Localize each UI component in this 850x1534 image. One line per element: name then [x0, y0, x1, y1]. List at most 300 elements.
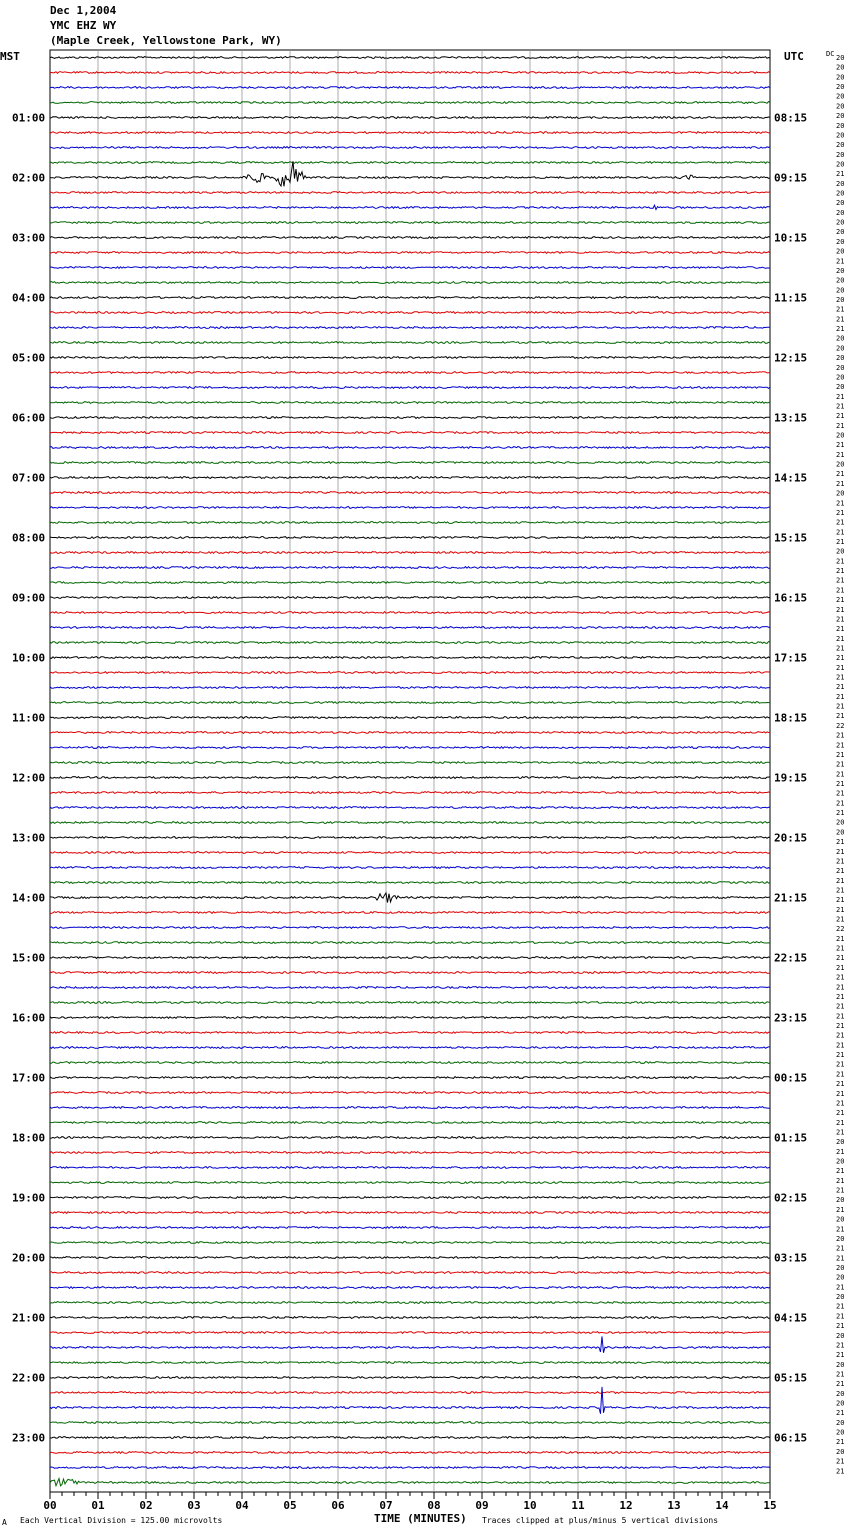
dc-value: 21 [836, 402, 845, 411]
trace-line [50, 387, 770, 389]
trace-line [50, 987, 770, 989]
dc-value: 20 [836, 363, 845, 372]
dc-value: 21 [836, 1060, 845, 1069]
dc-value: 21 [836, 692, 845, 701]
trace-line [50, 582, 770, 584]
dc-value: 20 [836, 547, 845, 556]
trace-line [50, 1467, 770, 1469]
x-tick-label: 02 [139, 1499, 153, 1512]
dc-value: 21 [836, 683, 845, 692]
mst-hour-label: 21:00 [12, 1311, 46, 1325]
dc-value: 20 [836, 189, 845, 198]
dc-value: 20 [836, 150, 845, 159]
dc-value: 21 [836, 1409, 845, 1418]
mst-hour-label: 23:00 [12, 1431, 46, 1445]
x-tick-label: 01 [91, 1499, 105, 1512]
trace-line [50, 357, 770, 359]
trace-line [50, 1152, 770, 1154]
trace-line [50, 222, 770, 224]
trace-line [50, 657, 770, 659]
trace-line [50, 1017, 770, 1019]
dc-value: 21 [836, 702, 845, 711]
trace-line [50, 537, 770, 539]
dc-value: 21 [836, 954, 845, 963]
dc-value: 21 [836, 663, 845, 672]
dc-value: 20 [836, 228, 845, 237]
trace-line [50, 1336, 770, 1352]
dc-value: 20 [836, 818, 845, 827]
trace-line [50, 1197, 770, 1199]
dc-value: 20 [836, 1138, 845, 1147]
mst-hour-label: 08:00 [12, 531, 46, 545]
utc-hour-label: 21:15 [774, 891, 808, 905]
trace-line [50, 327, 770, 329]
trace-line [50, 672, 770, 674]
dc-value: 21 [836, 508, 845, 517]
utc-hour-label: 20:15 [774, 831, 808, 845]
dc-value: 21 [836, 1312, 845, 1321]
dc-value: 20 [836, 286, 845, 295]
mst-hour-label: 15:00 [12, 951, 46, 965]
trace-line [50, 1257, 770, 1259]
dc-value: 20 [836, 199, 845, 208]
dc-value: 20 [836, 1273, 845, 1282]
trace-line [50, 732, 770, 734]
trace-line [50, 882, 770, 884]
mst-hour-label: 10:00 [12, 651, 46, 665]
dc-value: 21 [836, 1051, 845, 1060]
dc-value: 21 [836, 605, 845, 614]
trace-line [50, 57, 770, 59]
trace-line [50, 462, 770, 464]
dc-value: 20 [836, 1418, 845, 1427]
trace-line [50, 147, 770, 149]
trace-line [50, 762, 770, 764]
x-tick-label: 13 [667, 1499, 681, 1512]
trace-line [50, 642, 770, 644]
dc-value: 21 [836, 392, 845, 401]
trace-line [50, 282, 770, 284]
dc-value: 21 [836, 799, 845, 808]
x-tick-label: 03 [187, 1499, 201, 1512]
dc-value: 21 [836, 644, 845, 653]
trace-line [50, 267, 770, 269]
dc-value: 21 [836, 1031, 845, 1040]
trace-line [50, 1437, 770, 1439]
dc-value: 21 [836, 1254, 845, 1263]
dc-value: 21 [836, 305, 845, 314]
x-axis-title: TIME (MINUTES) [374, 1512, 467, 1525]
trace-line [50, 1452, 770, 1454]
dc-value: 20 [836, 1399, 845, 1408]
dc-value: 21 [836, 625, 845, 634]
dc-value: 21 [836, 1467, 845, 1476]
dc-value: 21 [836, 934, 845, 943]
utc-hour-label: 18:15 [774, 711, 808, 725]
trace-line [50, 1422, 770, 1424]
trace-line [50, 102, 770, 104]
dc-value: 21 [836, 1167, 845, 1176]
trace-line [50, 1377, 770, 1379]
trace-line [50, 432, 770, 434]
dc-value: 21 [836, 1002, 845, 1011]
dc-value: 21 [836, 741, 845, 750]
trace-line [50, 597, 770, 599]
trace-line [50, 1302, 770, 1304]
x-tick-label: 07 [379, 1499, 393, 1512]
utc-hour-label: 17:15 [774, 651, 808, 665]
dc-value: 21 [836, 760, 845, 769]
trace-line [50, 1479, 770, 1486]
dc-value: 20 [836, 73, 845, 82]
dc-value: 22 [836, 925, 845, 934]
dc-value: 21 [836, 450, 845, 459]
trace-line [50, 567, 770, 569]
trace-line [50, 777, 770, 779]
dc-value: 20 [836, 489, 845, 498]
utc-hour-label: 03:15 [774, 1251, 808, 1265]
dc-value: 20 [836, 1331, 845, 1340]
dc-value: 21 [836, 915, 845, 924]
dc-value: 21 [836, 528, 845, 537]
mst-hour-label: 07:00 [12, 471, 46, 485]
utc-hour-label: 00:15 [774, 1071, 808, 1085]
trace-line [50, 417, 770, 419]
dc-value: 21 [836, 654, 845, 663]
trace-line [50, 237, 770, 239]
dc-value: 21 [836, 518, 845, 527]
dc-value: 21 [836, 973, 845, 982]
dc-value: 21 [836, 1080, 845, 1089]
dc-value: 20 [836, 431, 845, 440]
utc-hour-label: 08:15 [774, 111, 808, 125]
trace-line [50, 372, 770, 374]
dc-value: 21 [836, 673, 845, 682]
dc-value: 20 [836, 1447, 845, 1456]
plot-location: (Maple Creek, Yellowstone Park, WY) [50, 34, 282, 47]
utc-hour-label: 05:15 [774, 1371, 808, 1385]
trace-line [50, 117, 770, 119]
dc-value: 20 [836, 1234, 845, 1243]
dc-value: 21 [836, 479, 845, 488]
dc-value: 22 [836, 721, 845, 730]
trace-line [50, 252, 770, 254]
dc-value: 20 [836, 334, 845, 343]
utc-hour-label: 09:15 [774, 171, 808, 185]
dc-value: 20 [836, 1360, 845, 1369]
dc-value: 21 [836, 983, 845, 992]
dc-value: 20 [836, 354, 845, 363]
dc-value: 21 [836, 1012, 845, 1021]
utc-hour-label: 01:15 [774, 1131, 808, 1145]
dc-value: 21 [836, 905, 845, 914]
dc-value: 21 [836, 1341, 845, 1350]
dc-value: 20 [836, 344, 845, 353]
x-tick-label: 10 [523, 1499, 537, 1512]
mst-hour-label: 05:00 [12, 351, 46, 365]
dc-value: 21 [836, 315, 845, 324]
dc-value: 21 [836, 1109, 845, 1118]
x-tick-label: 09 [475, 1499, 489, 1512]
trace-line [50, 1092, 770, 1094]
dc-value: 21 [836, 557, 845, 566]
dc-value: 21 [836, 963, 845, 972]
utc-hour-label: 19:15 [774, 771, 808, 785]
dc-value: 21 [836, 1118, 845, 1127]
dc-value: 20 [836, 828, 845, 837]
dc-value: 21 [836, 1457, 845, 1466]
utc-hour-label: 10:15 [774, 231, 808, 245]
trace-line [50, 1242, 770, 1244]
dc-value: 21 [836, 1283, 845, 1292]
dc-value: 21 [836, 325, 845, 334]
utc-hour-label: 13:15 [774, 411, 808, 425]
right-timezone-label: UTC [784, 50, 804, 63]
trace-line [50, 402, 770, 404]
mst-hour-label: 06:00 [12, 411, 46, 425]
x-tick-label: 08 [427, 1499, 441, 1512]
trace-line [50, 852, 770, 854]
dc-value: 20 [836, 131, 845, 140]
trace-line [50, 161, 770, 186]
dc-value: 20 [836, 247, 845, 256]
trace-line [50, 552, 770, 554]
trace-line [50, 1002, 770, 1004]
trace-line [50, 867, 770, 869]
dc-value: 21 [836, 992, 845, 1001]
trace-line [50, 1227, 770, 1229]
trace-line [50, 1032, 770, 1034]
dc-value: 20 [836, 1215, 845, 1224]
x-tick-label: 12 [619, 1499, 633, 1512]
dc-value: 21 [836, 896, 845, 905]
dc-value: 21 [836, 596, 845, 605]
trace-line [50, 927, 770, 929]
dc-value: 21 [836, 499, 845, 508]
dc-value: 20 [836, 83, 845, 92]
mst-hour-label: 11:00 [12, 711, 46, 725]
dc-value: 21 [836, 847, 845, 856]
dc-value: 21 [836, 944, 845, 953]
utc-hour-label: 02:15 [774, 1191, 808, 1205]
dc-value: 21 [836, 470, 845, 479]
dc-header: DC [826, 50, 835, 58]
trace-line [50, 1182, 770, 1184]
dc-value: 21 [836, 634, 845, 643]
dc-value: 21 [836, 838, 845, 847]
dc-value: 20 [836, 1293, 845, 1302]
trace-line [50, 1362, 770, 1364]
trace-line [50, 205, 770, 209]
utc-hour-label: 12:15 [774, 351, 808, 365]
dc-value: 21 [836, 876, 845, 885]
dc-value: 21 [836, 750, 845, 759]
dc-value: 21 [836, 1244, 845, 1253]
dc-value: 20 [836, 237, 845, 246]
dc-value: 21 [836, 1302, 845, 1311]
dc-value: 20 [836, 141, 845, 150]
trace-line [50, 522, 770, 524]
trace-line [50, 1392, 770, 1394]
trace-line [50, 807, 770, 809]
dc-value: 21 [836, 1351, 845, 1360]
mst-hour-label: 13:00 [12, 831, 46, 845]
dc-value: 20 [836, 208, 845, 217]
scale-note: Each Vertical Division = 125.00 microvolts [20, 1516, 223, 1525]
dc-value: 21 [836, 1438, 845, 1447]
mst-hour-label: 01:00 [12, 111, 46, 125]
trace-line [50, 942, 770, 944]
dc-value: 21 [836, 1089, 845, 1098]
mst-hour-label: 18:00 [12, 1131, 46, 1145]
dc-value: 20 [836, 1428, 845, 1437]
dc-value: 21 [836, 615, 845, 624]
trace-line [50, 893, 770, 903]
trace-line [50, 1062, 770, 1064]
trace-line [50, 87, 770, 89]
trace-line [50, 192, 770, 194]
dc-value: 20 [836, 296, 845, 304]
mst-hour-label: 16:00 [12, 1011, 46, 1025]
trace-line [50, 717, 770, 719]
trace-line [50, 837, 770, 839]
dc-value: 20 [836, 266, 845, 275]
mst-hour-label: 12:00 [12, 771, 46, 785]
dc-value: 20 [836, 1264, 845, 1272]
dc-value: 21 [836, 857, 845, 866]
dc-value: 21 [836, 1022, 845, 1030]
trace-line [50, 1387, 770, 1414]
trace-line [50, 1212, 770, 1214]
trace-line [50, 72, 770, 74]
dc-value: 20 [836, 460, 845, 469]
mst-hour-label: 03:00 [12, 231, 46, 245]
x-tick-label: 04 [235, 1499, 249, 1512]
x-tick-label: 00 [43, 1499, 57, 1512]
dc-value: 21 [836, 1099, 845, 1108]
dc-value: 20 [836, 373, 845, 382]
trace-line [50, 297, 770, 299]
dc-value: 21 [836, 586, 845, 595]
utc-hour-label: 22:15 [774, 951, 808, 965]
dc-value: 21 [836, 257, 845, 266]
dc-value: 20 [836, 63, 845, 72]
trace-line [50, 1167, 770, 1169]
dc-value: 20 [836, 1389, 845, 1398]
trace-line [50, 507, 770, 509]
mst-hour-label: 20:00 [12, 1251, 46, 1265]
dc-value: 21 [836, 412, 845, 421]
dc-value: 20 [836, 179, 845, 188]
trace-line [50, 1047, 770, 1049]
utc-hour-label: 15:15 [774, 531, 808, 545]
utc-hour-label: 23:15 [774, 1011, 808, 1025]
dc-value: 21 [836, 538, 845, 546]
mst-hour-label: 17:00 [12, 1071, 46, 1085]
trace-line [50, 312, 770, 314]
mst-hour-label: 22:00 [12, 1371, 46, 1385]
trace-line [50, 342, 770, 344]
utc-hour-label: 16:15 [774, 591, 808, 605]
dc-value: 21 [836, 1322, 845, 1331]
dc-value: 21 [836, 421, 845, 430]
dc-value: 21 [836, 809, 845, 818]
dc-value: 20 [836, 102, 845, 111]
dc-value: 20 [836, 276, 845, 285]
dc-value: 21 [836, 1205, 845, 1214]
trace-line [50, 912, 770, 914]
dc-value: 20 [836, 218, 845, 227]
trace-line [50, 1272, 770, 1274]
dc-value: 21 [836, 1147, 845, 1156]
clip-note: Traces clipped at plus/minus 5 vertical divisions [482, 1516, 719, 1525]
dc-value: 20 [836, 92, 845, 101]
dc-value: 20 [836, 160, 845, 169]
trace-line [50, 477, 770, 479]
footer-mark: A [2, 1518, 7, 1527]
plot-station: YMC EHZ WY [50, 19, 117, 32]
trace-line [50, 747, 770, 749]
trace-line [50, 702, 770, 704]
trace-line [50, 1107, 770, 1109]
dc-value: 20 [836, 54, 845, 62]
trace-line [50, 792, 770, 794]
trace-line [50, 1287, 770, 1289]
dc-value: 21 [836, 1370, 845, 1379]
utc-hour-label: 04:15 [774, 1311, 808, 1325]
mst-hour-label: 14:00 [12, 891, 46, 905]
dc-value: 20 [836, 1157, 845, 1166]
mst-hour-label: 09:00 [12, 591, 46, 605]
dc-value: 21 [836, 1225, 845, 1234]
dc-value: 21 [836, 441, 845, 450]
dc-value: 20 [836, 112, 845, 121]
mst-hour-label: 19:00 [12, 1191, 46, 1205]
trace-line [50, 627, 770, 629]
trace-line [50, 957, 770, 959]
trace-line [50, 1317, 770, 1319]
mst-hour-label: 02:00 [12, 171, 46, 185]
dc-value: 21 [836, 789, 845, 798]
trace-line [50, 822, 770, 824]
dc-value: 21 [836, 770, 845, 779]
dc-value: 20 [836, 1196, 845, 1205]
x-tick-label: 06 [331, 1499, 345, 1512]
dc-value: 20 [836, 121, 845, 130]
plot-date: Dec 1,2004 [50, 4, 117, 17]
trace-line [50, 492, 770, 494]
dc-value: 21 [836, 567, 845, 576]
dc-value: 21 [836, 731, 845, 740]
trace-line [50, 1137, 770, 1139]
trace-line [50, 687, 770, 689]
dc-value: 21 [836, 1041, 845, 1050]
dc-value: 21 [836, 576, 845, 585]
trace-line [50, 162, 770, 164]
dc-value: 21 [836, 1176, 845, 1185]
trace-line [50, 132, 770, 134]
x-tick-label: 05 [283, 1499, 297, 1512]
dc-value: 20 [836, 383, 845, 392]
dc-value: 21 [836, 867, 845, 876]
dc-value: 21 [836, 1070, 845, 1079]
trace-line [50, 1332, 770, 1334]
trace-line [50, 972, 770, 974]
dc-value: 21 [836, 712, 845, 721]
dc-value: 21 [836, 1128, 845, 1137]
trace-line [50, 1122, 770, 1124]
utc-hour-label: 14:15 [774, 471, 808, 485]
